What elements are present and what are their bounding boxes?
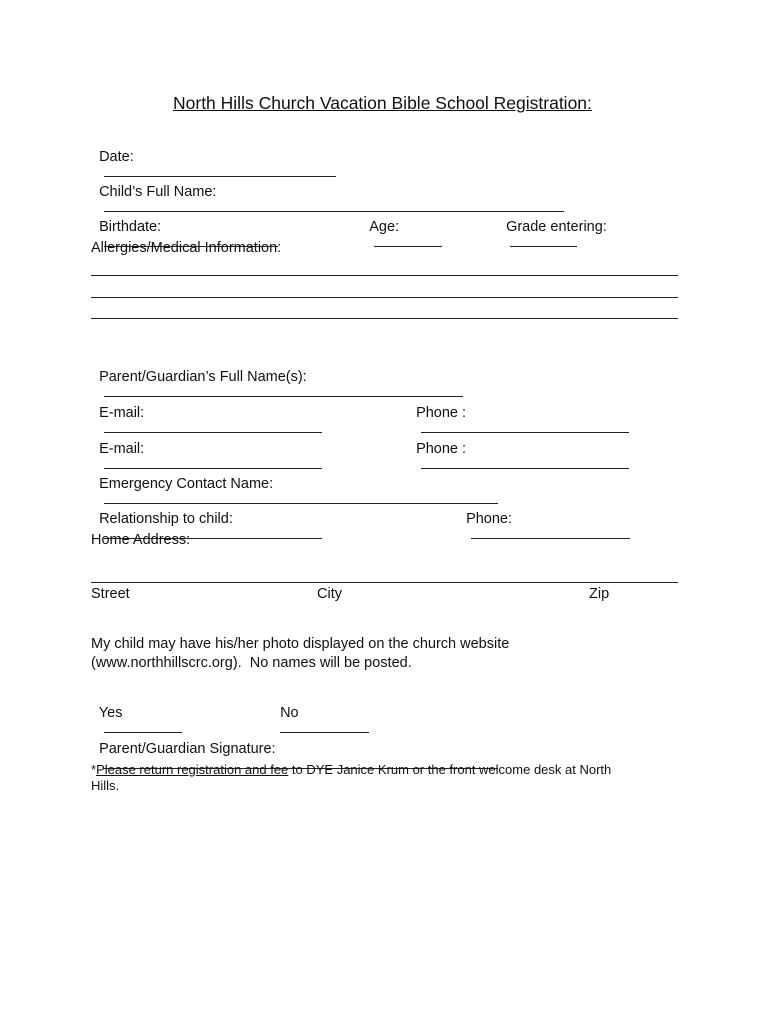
yes-label: Yes [98, 704, 123, 721]
relationship-phone-label: Phone: [466, 510, 513, 527]
parent-name-label: Parent/Guardian’s Full Name(s): [99, 368, 307, 385]
street-label: Street [91, 586, 130, 602]
age-field [362, 205, 442, 251]
footer-underlined-text: Please return registration and fee [96, 762, 289, 777]
relationship-phone-field [458, 497, 630, 543]
emergency-label: Emergency Contact Name: [99, 475, 274, 492]
allergies-line-3[interactable] [91, 318, 678, 319]
grade-label: Grade entering: [506, 218, 607, 235]
zip-label: Zip [589, 586, 610, 602]
grade-input[interactable] [510, 234, 577, 247]
grade-field [498, 205, 607, 251]
no-label: No [280, 704, 299, 721]
age-input[interactable] [374, 234, 442, 247]
phone-label-1: Phone : [416, 404, 467, 421]
home-address-label: Home Address: [91, 532, 191, 548]
footer-rest-text: to DYE Janice Krum or the front welcome desk at North [288, 762, 612, 777]
signature-label: Parent/Guardian Signature: [99, 740, 276, 757]
date-label: Date: [99, 148, 134, 165]
allergies-label: Allergies/Medical Information: [91, 240, 282, 256]
email-label-2: E-mail: [99, 440, 145, 457]
relationship-phone-input[interactable] [471, 526, 630, 539]
allergies-line-2[interactable] [91, 297, 678, 298]
email-label-1: E-mail: [99, 404, 145, 421]
footer-note-line-2: Hills. [91, 778, 120, 793]
city-label: City [317, 586, 342, 602]
phone-label-2: Phone : [416, 440, 467, 457]
allergies-line-1[interactable] [91, 275, 678, 276]
birthdate-label: Birthdate: [99, 218, 162, 235]
footer-asterisk: * [91, 762, 97, 777]
footer-note [91, 763, 611, 776]
home-address-input[interactable] [91, 582, 678, 583]
photo-consent-line-1: My child may have his/her photo displayed on the church website [91, 636, 510, 652]
relationship-label: Relationship to child: [99, 510, 233, 527]
age-label: Age: [369, 218, 400, 235]
child-name-label: Child’s Full Name: [99, 183, 217, 200]
form-title: North Hills Church Vacation Bible School Registration: [173, 93, 592, 113]
photo-consent-line-2: (www.northhillscrc.org). No names will be posted. [91, 655, 412, 671]
